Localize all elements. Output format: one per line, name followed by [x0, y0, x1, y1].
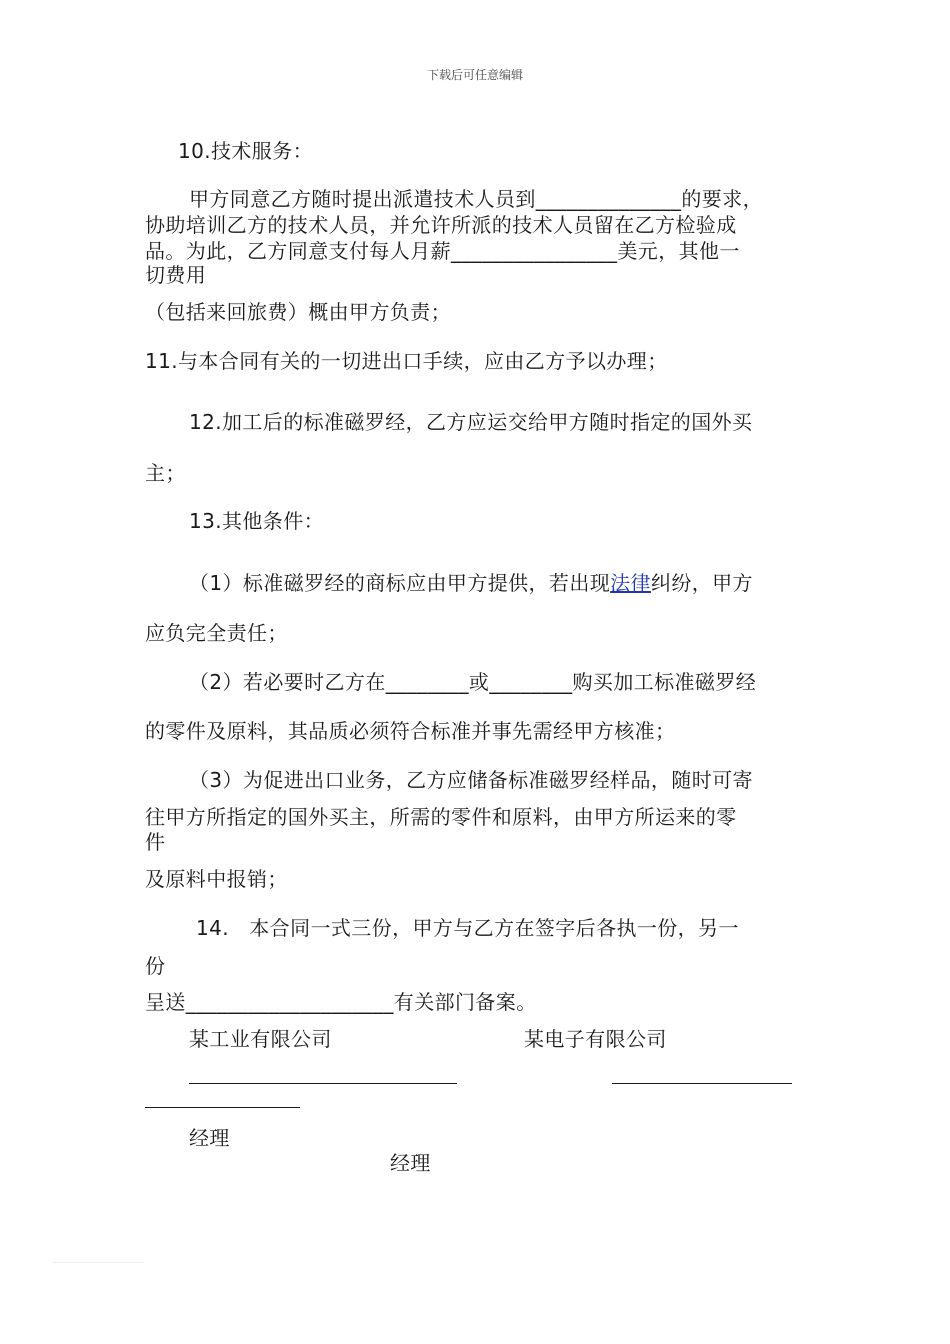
party-b-title: 经理 [390, 1151, 431, 1175]
section-10-line-3: 品。为此，乙方同意支付每人月薪________________美元，其他一 [145, 239, 740, 263]
clause-3-line-2: 往甲方所指定的国外买主，所需的零件和原料，由甲方所运来的零 [145, 805, 737, 829]
section-11: 11.与本合同有关的一切进出口手续，应由乙方予以办理； [145, 349, 668, 373]
clause-1-text-post: 纠纷，甲方 [650, 571, 753, 595]
section-13-title: 13.其他条件： [189, 509, 325, 533]
party-b-signature-line [612, 1083, 792, 1084]
clause-1-line-2: 应负完全责任； [145, 621, 288, 645]
section-10-line-1: 甲方同意乙方随时提出派遣技术人员到______________的要求， [189, 187, 763, 211]
header-note: 下载后可任意编辑 [426, 68, 523, 82]
footer-divider [52, 1262, 144, 1263]
clause-3-line-4: 及原料中报销； [145, 867, 288, 891]
section-10-line-2: 协助培训乙方的技术人员，并允许所派的技术人员留在乙方检验成 [145, 213, 737, 237]
section-10-line-4: 切费用 [145, 263, 207, 287]
signature-line-continued [145, 1107, 300, 1108]
section-12-line-1: 12.加工后的标准磁罗经，乙方应运交给甲方随时指定的国外买 [189, 410, 753, 434]
clause-3-line-1: （3）为促进出口业务，乙方应储备标准磁罗经样品，随时可寄 [189, 768, 753, 792]
party-b-name: 某电子有限公司 [524, 1027, 667, 1051]
clause-2-line-2: 的零件及原料，其品质必须符合标准并事先需经甲方核准； [145, 719, 676, 743]
section-14-line-1: 14. 本合同一式三份，甲方与乙方在签字后各执一份，另一 [196, 916, 739, 940]
section-10-line-5: （包括来回旅费）概由甲方负责； [145, 300, 451, 324]
section-12-line-2: 主； [145, 461, 186, 485]
section-14-line-3: 呈送____________________有关部门备案。 [145, 990, 537, 1014]
law-link[interactable]: 法律 [610, 571, 651, 595]
section-14-line-2: 份 [145, 954, 166, 978]
party-a-name: 某工业有限公司 [189, 1027, 332, 1051]
clause-1-line-1 [189, 570, 753, 596]
clause-3-line-3: 件 [145, 830, 166, 854]
clause-2-line-1: （2）若必要时乙方在________或________购买加工标准磁罗经 [189, 670, 757, 694]
party-a-title: 经理 [189, 1126, 230, 1150]
clause-1-text-pre: （1）标准磁罗经的商标应由甲方提供，若出现 [189, 571, 611, 595]
section-10-title: 10.技术服务： [178, 139, 314, 163]
party-a-signature-line [189, 1083, 457, 1084]
